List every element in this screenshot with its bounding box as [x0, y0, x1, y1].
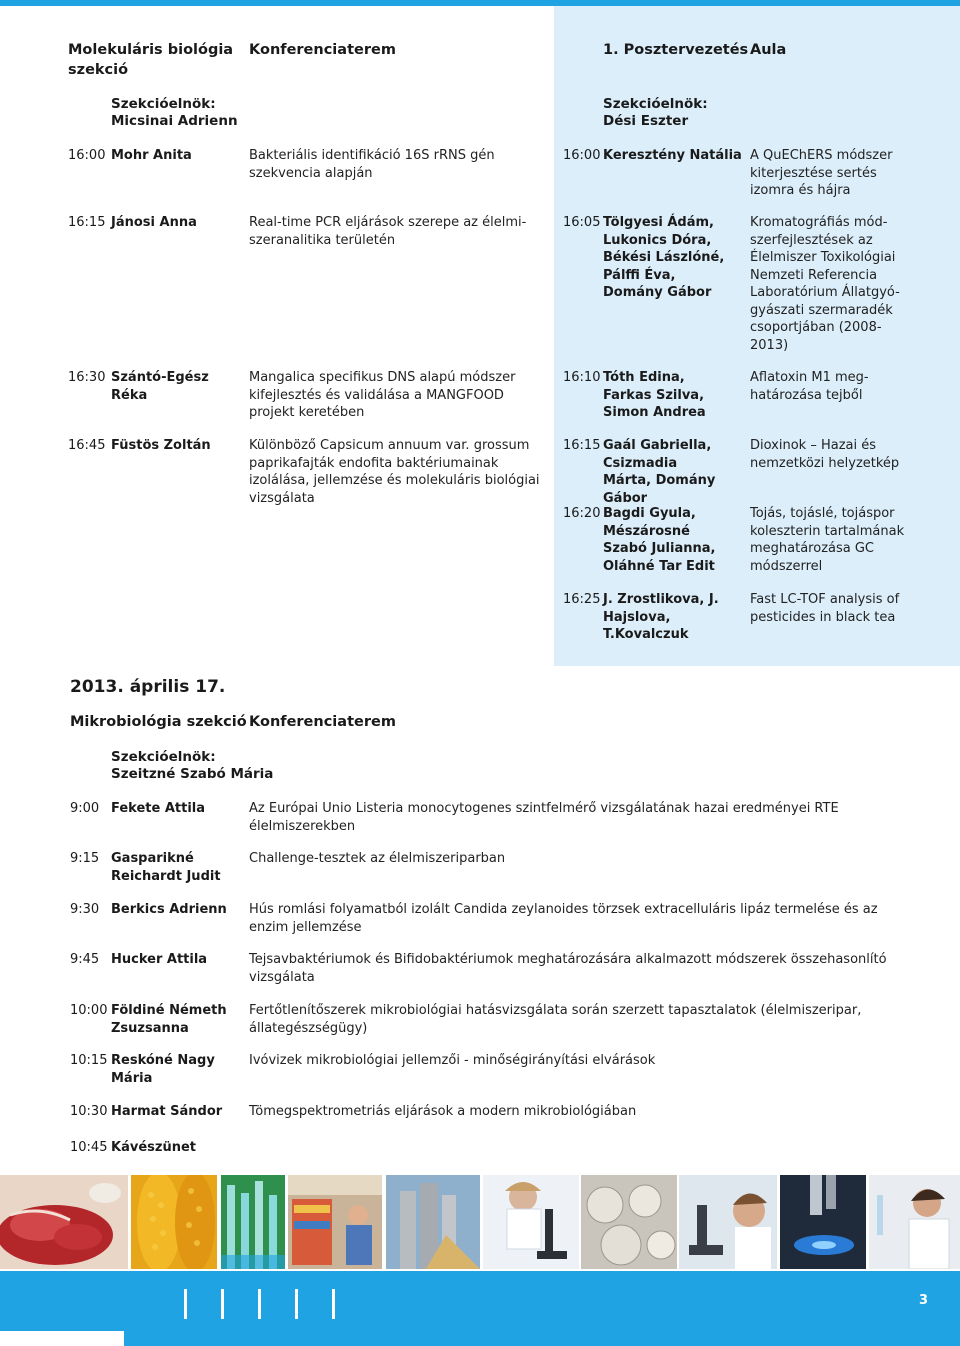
micro-room: Konferenciaterem — [249, 714, 396, 730]
micro-talk-speaker: Harmat Sándor — [111, 1104, 223, 1119]
micro-talk-time: 10:15 — [70, 1053, 108, 1068]
poster-talk-title: Aflatoxin M1 meg-határozása tejből — [750, 370, 869, 403]
footer-decorative-bar — [258, 1289, 261, 1319]
micro-talk-title: Tömegspektrometriás eljárások a modern mikrobiológiában — [249, 1104, 637, 1119]
poster-talk-time: 16:00 — [563, 148, 601, 163]
micro-talk-speaker: Hucker Attila — [111, 952, 208, 967]
poster-chair-label: Szekcióelnök: — [603, 96, 708, 112]
mol-chair-name: Micsinai Adrienn — [111, 113, 238, 129]
poster-talk-time: 16:10 — [563, 370, 601, 385]
poster-talk-title: Kromatográfiás mód-szerfejlesztések az Élelmiszer Toxikológiai Nemzeti Referencia Laboratórium Állatgyó-gyászati szermaradék csoportjában (2008-2013) — [750, 215, 900, 353]
micro-talk-time: 10:00 — [70, 1003, 108, 1018]
poster-talk-time: 16:05 — [563, 215, 601, 230]
micro-talk-time: 9:45 — [70, 952, 100, 967]
mol-talk-time: 16:45 — [68, 438, 106, 453]
micro-talk-speaker: Reskóné Nagy Mária — [111, 1053, 215, 1086]
poster-talk-speaker: Bagdi Gyula, Mészárosné Szabó Julianna, Oláhné Tar Edit — [603, 506, 716, 574]
micro-chair-label: Szekcióelnök: — [111, 749, 216, 765]
mol-talk-title: Real-time PCR eljárások szerepe az élelmi-szeranalitika területén — [249, 215, 527, 248]
poster-talk-speaker: J. Zrostlikova, J. Hajslova, T.Kovalczuk — [603, 592, 719, 642]
micro-talk-speaker: Fekete Attila — [111, 801, 206, 816]
mol-talk-time: 16:15 — [68, 215, 106, 230]
meat-photo — [0, 1175, 128, 1269]
poster-section-title: 1. Posztervezetés — [603, 42, 749, 58]
mol-talk-title: Bakteriális identifikáció 16S rRNS gén szekvencia alapján — [249, 148, 495, 181]
micro-talk-speaker: Gasparikné Reichardt Judit — [111, 851, 221, 884]
micro-talk-time: 9:15 — [70, 851, 100, 866]
poster-talk-speaker: Gaál Gabriella, Csizmadia Márta, Domány Gábor — [603, 438, 716, 506]
lab-microscope-photo — [483, 1175, 579, 1269]
mol-talk-time: 16:30 — [68, 370, 106, 385]
poster-talk-speaker: Tölgyesi Ádám, Lukonics Dóra, Békési Lászlóné, Pálffi Éva, Domány Gábor — [603, 215, 725, 300]
mol-section-title: Molekuláris biológia szekció — [68, 42, 234, 78]
mol-talk-speaker: Mohr Anita — [111, 148, 192, 163]
footer-decorative-bar — [184, 1289, 187, 1319]
footer-decorative-bar — [295, 1289, 298, 1319]
supermarket-photo — [288, 1175, 382, 1269]
micro-section-title: Mikrobiológia szekció — [70, 714, 247, 730]
poster-talk-speaker: Keresztény Natália — [603, 148, 742, 163]
micro-talk-time: 9:00 — [70, 801, 100, 816]
microscope-user-photo — [679, 1175, 777, 1269]
test-tubes-photo — [221, 1175, 285, 1269]
photo-strip — [0, 1175, 960, 1269]
micro-talk-title: Hús romlási folyamatból izolált Candida zeylanoides törzsek extracelluláris lipáz termelése és az enzim jellemzése — [249, 902, 878, 935]
mol-talk-title: Mangalica specifikus DNS alapú módszer kifejlesztés és validálása a MANGFOOD projekt keretében — [249, 370, 516, 420]
lab-scientist-photo — [869, 1175, 960, 1269]
poster-room: Aula — [750, 42, 787, 58]
grain-silo-photo — [386, 1175, 480, 1269]
poster-talk-speaker: Tóth Edina, Farkas Szilva, Simon Andrea — [603, 370, 706, 420]
footer-bar — [0, 1271, 960, 1331]
micro-talk-time: 10:45 — [70, 1140, 108, 1155]
micro-talk-time: 10:30 — [70, 1104, 108, 1119]
footer-decorative-bar — [332, 1289, 335, 1319]
mol-room: Konferenciaterem — [249, 42, 396, 58]
micro-talk-time: 9:30 — [70, 902, 100, 917]
footer-strip-accent — [124, 1331, 960, 1346]
corn-photo — [131, 1175, 217, 1269]
poster-talk-title: Tojás, tojáslé, tojáspor koleszterin tartalmának meghatározása GC módszerrel — [750, 506, 905, 574]
day-date-heading: 2013. április 17. — [70, 677, 226, 697]
micro-chair-name: Szeitzné Szabó Mária — [111, 766, 274, 782]
microscope-closeup-photo — [780, 1175, 866, 1269]
mol-talk-time: 16:00 — [68, 148, 106, 163]
poster-talk-title: Dioxinok – Hazai és nemzetközi helyzetkép — [750, 438, 900, 471]
micro-talk-speaker: Berkics Adrienn — [111, 902, 227, 917]
page-number: 3 — [918, 1293, 928, 1308]
mol-chair-label: Szekcióelnök: — [111, 96, 216, 112]
micro-talk-title: Challenge-tesztek az élelmiszeriparban — [249, 851, 506, 866]
footer-decorative-bar — [221, 1289, 224, 1319]
mol-talk-speaker: Szántó-Egész Réka — [111, 370, 209, 403]
poster-chair-name: Dési Eszter — [603, 113, 689, 129]
micro-talk-title: Ivóvizek mikrobiológiai jellemzői - minőségirányítási elvárások — [249, 1053, 656, 1068]
poster-talk-time: 16:15 — [563, 438, 601, 453]
micro-talk-speaker: Földiné Németh Zsuzsanna — [111, 1003, 227, 1036]
mol-talk-speaker: Jánosi Anna — [111, 215, 197, 230]
mol-talk-speaker: Füstös Zoltán — [111, 438, 211, 453]
micro-talk-title: Az Európai Unio Listeria monocytogenes szintfelmérő vizsgálatának hazai eredményei RTE élelmiszerekben — [249, 801, 839, 834]
petri-dishes-photo — [581, 1175, 677, 1269]
micro-talk-title: Fertőtlenítőszerek mikrobiológiai hatásvizsgálata során szerzett tapasztalatok (élelmiszeripar, állategészségügy) — [249, 1003, 862, 1036]
micro-talk-title: Tejsavbaktériumok és Bifidobaktériumok meghatározására alkalmazott módszerek összehasonlító vizsgálata — [249, 952, 887, 985]
poster-talk-time: 16:20 — [563, 506, 601, 521]
poster-talk-title: Fast LC-TOF analysis of pesticides in black tea — [750, 592, 900, 625]
coffee-break-label: Kávészünet — [111, 1140, 196, 1155]
poster-talk-title: A QuEChERS módszer kiterjesztése sertés izomra és hájra — [750, 148, 893, 198]
mol-talk-title: Különböző Capsicum annuum var. grossum paprikafajták endofita baktériumainak izolálása, jellemzése és molekuláris biológiai vizsgálata — [249, 438, 540, 506]
poster-talk-time: 16:25 — [563, 592, 601, 607]
